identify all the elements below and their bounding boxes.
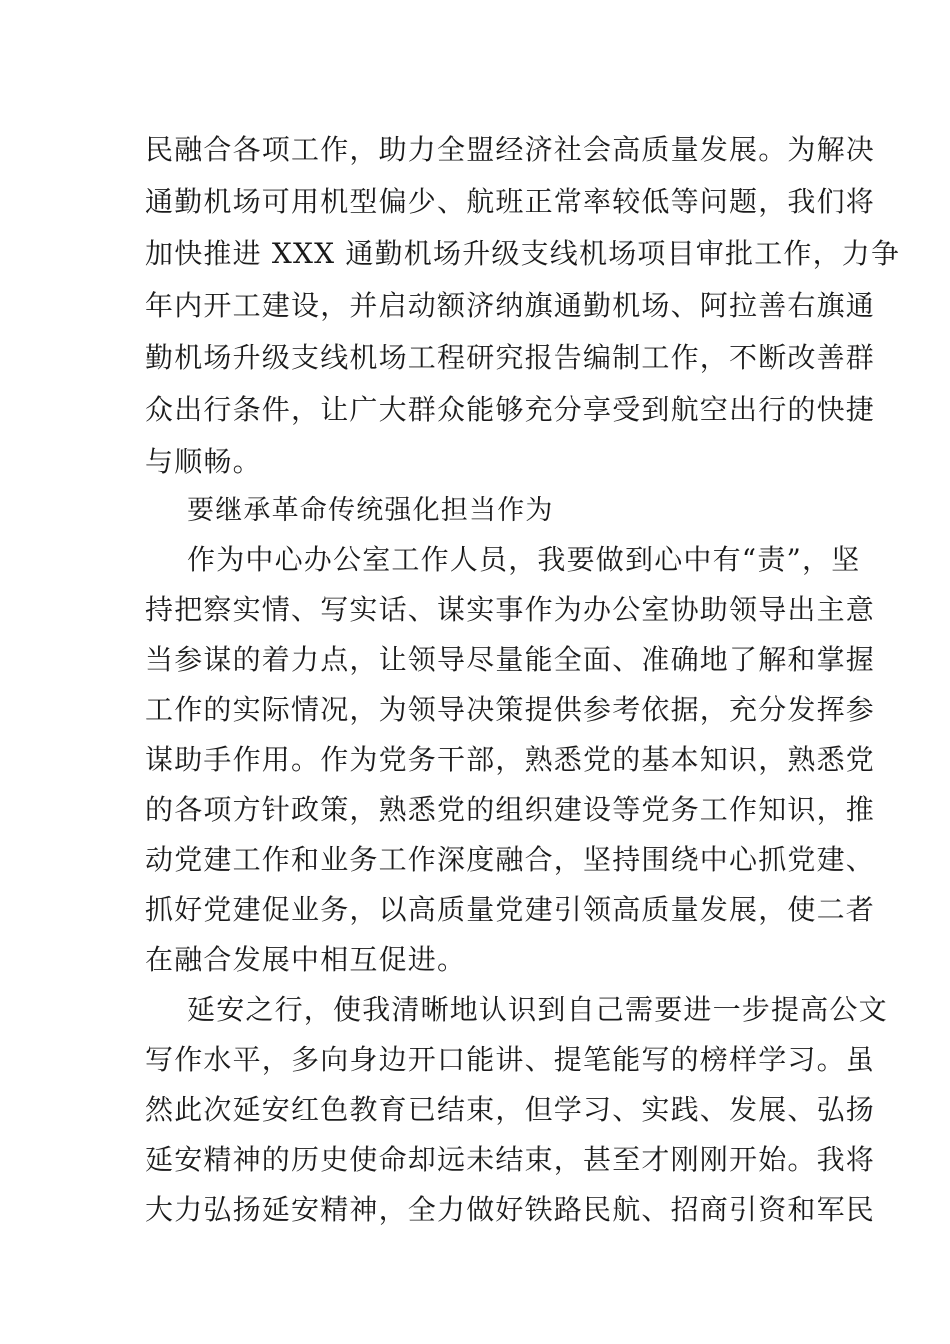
section-heading: 要继承革命传统强化担当作为 (187, 495, 554, 526)
text-line: 民融合各项工作，助力全盟经济社会高质量发展。为解决 (145, 133, 876, 166)
text-line: 勤机场升级支线机场工程研究报告编制工作，不断改善群 (145, 341, 876, 374)
text-line: 作为中心办公室工作人员，我要做到心中有“责”，坚 (187, 543, 861, 576)
text-line: 的各项方针政策，熟悉党的组织建设等党务工作知识，推 (145, 793, 876, 826)
text-line: 当参谋的着力点，让领导尽量能全面、准确地了解和掌握 (145, 643, 876, 676)
text-line: 大力弘扬延安精神，全力做好铁路民航、招商引资和军民 (145, 1193, 876, 1226)
text-line: 年内开工建设，并启动额济纳旗通勤机场、阿拉善右旗通 (145, 289, 876, 322)
text-line: 与顺畅。 (145, 445, 262, 478)
text-line: 加快推进 XXX 通勤机场升级支线机场项目审批工作，力争 (145, 237, 901, 270)
text-line: 众出行条件，让广大群众能够充分享受到航空出行的快捷 (145, 393, 876, 426)
text-line: 在融合发展中相互促进。 (145, 943, 467, 976)
text-line: 持把察实情、写实话、谋实事作为办公室协助领导出主意 (145, 593, 876, 626)
text-line: 写作水平，多向身边开口能讲、提笔能写的榜样学习。虽 (145, 1043, 876, 1076)
text-line: 动党建工作和业务工作深度融合，坚持围绕中心抓党建、 (145, 843, 876, 876)
text-line: 抓好党建促业务，以高质量党建引领高质量发展，使二者 (145, 893, 876, 926)
text-line: 通勤机场可用机型偏少、航班正常率较低等问题，我们将 (145, 185, 876, 218)
text-line: 工作的实际情况，为领导决策提供参考依据，充分发挥参 (145, 693, 876, 726)
text-line: 然此次延安红色教育已结束，但学习、实践、发展、弘扬 (145, 1093, 876, 1126)
text-line: 谋助手作用。作为党务干部，熟悉党的基本知识，熟悉党 (145, 743, 876, 776)
text-line: 延安精神的历史使命却远未结束，甚至才刚刚开始。我将 (145, 1143, 876, 1176)
text-line: 延安之行，使我清晰地认识到自己需要进一步提高公文 (187, 993, 888, 1026)
